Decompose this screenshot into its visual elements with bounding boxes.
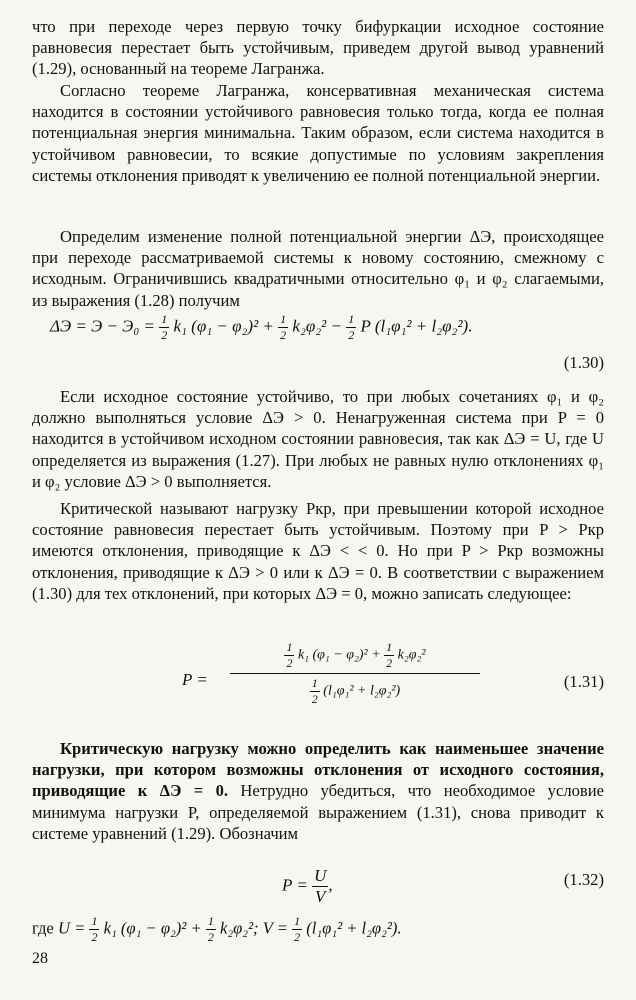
eq130-lhs: ΔЭ = Э − Э₀ = <box>50 316 155 336</box>
where-v-lhs: V = <box>262 918 288 938</box>
where-word: где <box>32 918 54 938</box>
eq130-term3: P (l₁φ₁² + l₂φ₂²). <box>360 316 473 336</box>
paragraph-2: Согласно теореме Лагранжа, консервативная механическая система находится в состоянии устойчивого равновесия только тогда, когда ее полная потенциальная энергия минимальна. Таким образом, если система находится в устойчивом равновесии, то всякие допустимые по условиям закрепления системы отклонения приводят к увеличению ее полной потенциальной энергии. <box>32 81 604 185</box>
eq132-lhs: P = <box>282 875 308 895</box>
page-number: 28 <box>32 950 48 967</box>
eq131-lhs: P = <box>182 670 208 689</box>
eq131-numerator: $\frac{1}{2}$ k₁ (φ₁ − φ₂)² + $\frac{1}{2}$ k₂φ₂² <box>230 640 480 674</box>
eq130-term1: k₁ (φ₁ − φ₂)² + <box>173 316 274 336</box>
eq130-half-1: $\frac{1}{2}$ <box>161 312 168 342</box>
equation-1-31 <box>32 640 604 720</box>
equation-number-1-31: (1.31) <box>563 672 604 691</box>
paragraph-1: что при переходе через первую точку бифуркации исходное состояние равновесия перестает быть устойчивым, приведем другой вывод уравнений (1.29), основанный на теореме Лагранжа. <box>32 17 604 79</box>
paragraph-6 <box>32 738 604 844</box>
where-u-lhs: U = <box>57 918 86 938</box>
paragraph-6-bold: Критическую нагрузку можно определить как наименьшее значение нагрузки, при котором возможны отклонения от исходного состояния, приводящие к ΔЭ = 0. <box>32 739 604 801</box>
eq130-half-2: $\frac{1}{2}$ <box>280 312 287 342</box>
paragraph-6-rest: Нетрудно убедиться, что необходимое условие минимума нагрузки P, определяемой выражением (1.31), снова приводит к системе уравнений (1.29). Обозначим <box>32 781 604 843</box>
where-u-term1: k₁ (φ₁ − φ₂)² + <box>103 918 202 938</box>
equation-number-1-30: (1.30) <box>563 353 604 372</box>
equation-number-1-32: (1.32) <box>563 870 604 889</box>
where-line: где U = $\frac{1}{2}$ k₁ (φ₁ − φ₂)² + $\frac{1}{2}$ k₂φ₂²; V = $\frac{1}{2}$ (l₁φ₁² + l₂φ₂²). <box>32 914 402 944</box>
eq131-denominator: $\frac{1}{2}$ (l₁φ₁² + l₂φ₂²) <box>311 676 401 706</box>
equation-1-32: P = $\frac{U}{V}$ , <box>282 866 333 906</box>
eq130-term2: k₂φ₂² − <box>292 316 342 336</box>
eq131-fraction <box>230 640 480 707</box>
eq130-half-3: $\frac{1}{2}$ <box>348 312 355 342</box>
paragraph-3: Определим изменение полной потенциальной энергии ΔЭ, происходящее при переходе рассматриваемой системы к новому состоянию, смежному с исходным. Ограничившись квадратичными относительно φ₁ и φ₂ слагаемыми, из выражения (1.28) получим <box>32 227 604 310</box>
where-u-term2: k₂φ₂²; <box>219 918 259 938</box>
eq132-fraction: $\frac{U}{V}$ <box>314 866 327 906</box>
equation-1-30 <box>32 300 604 344</box>
where-v-term: (l₁φ₁² + l₂φ₂²). <box>306 918 402 938</box>
paragraph-4: Если исходное состояние устойчиво, то при любых сочетаниях φ₁ и φ₂ должно выполняться условие ΔЭ > 0. Ненагруженная система при P = 0 находится в устойчивом исходном состоянии равновесия, так как ΔЭ = U, где U определяется из выражения (1.27). При любых не равных нулю отклонениях φ₁ и φ₂ условие ΔЭ > 0 выполняется. <box>32 387 604 491</box>
paragraph-5: Критической называют нагрузку Pкр, при превышении которой исходное состояние равновесия перестает быть устойчивым. Поэтому при P > Pкр имеются отклонения, приводящие к ΔЭ < < 0. Но при P > Pкр возможны отклонения, приводящие к ΔЭ > 0 или к ΔЭ = 0. В соответствии с выражением (1.30) для тех отклонений, при которых ΔЭ = 0, можно записать следующее: <box>32 499 604 603</box>
